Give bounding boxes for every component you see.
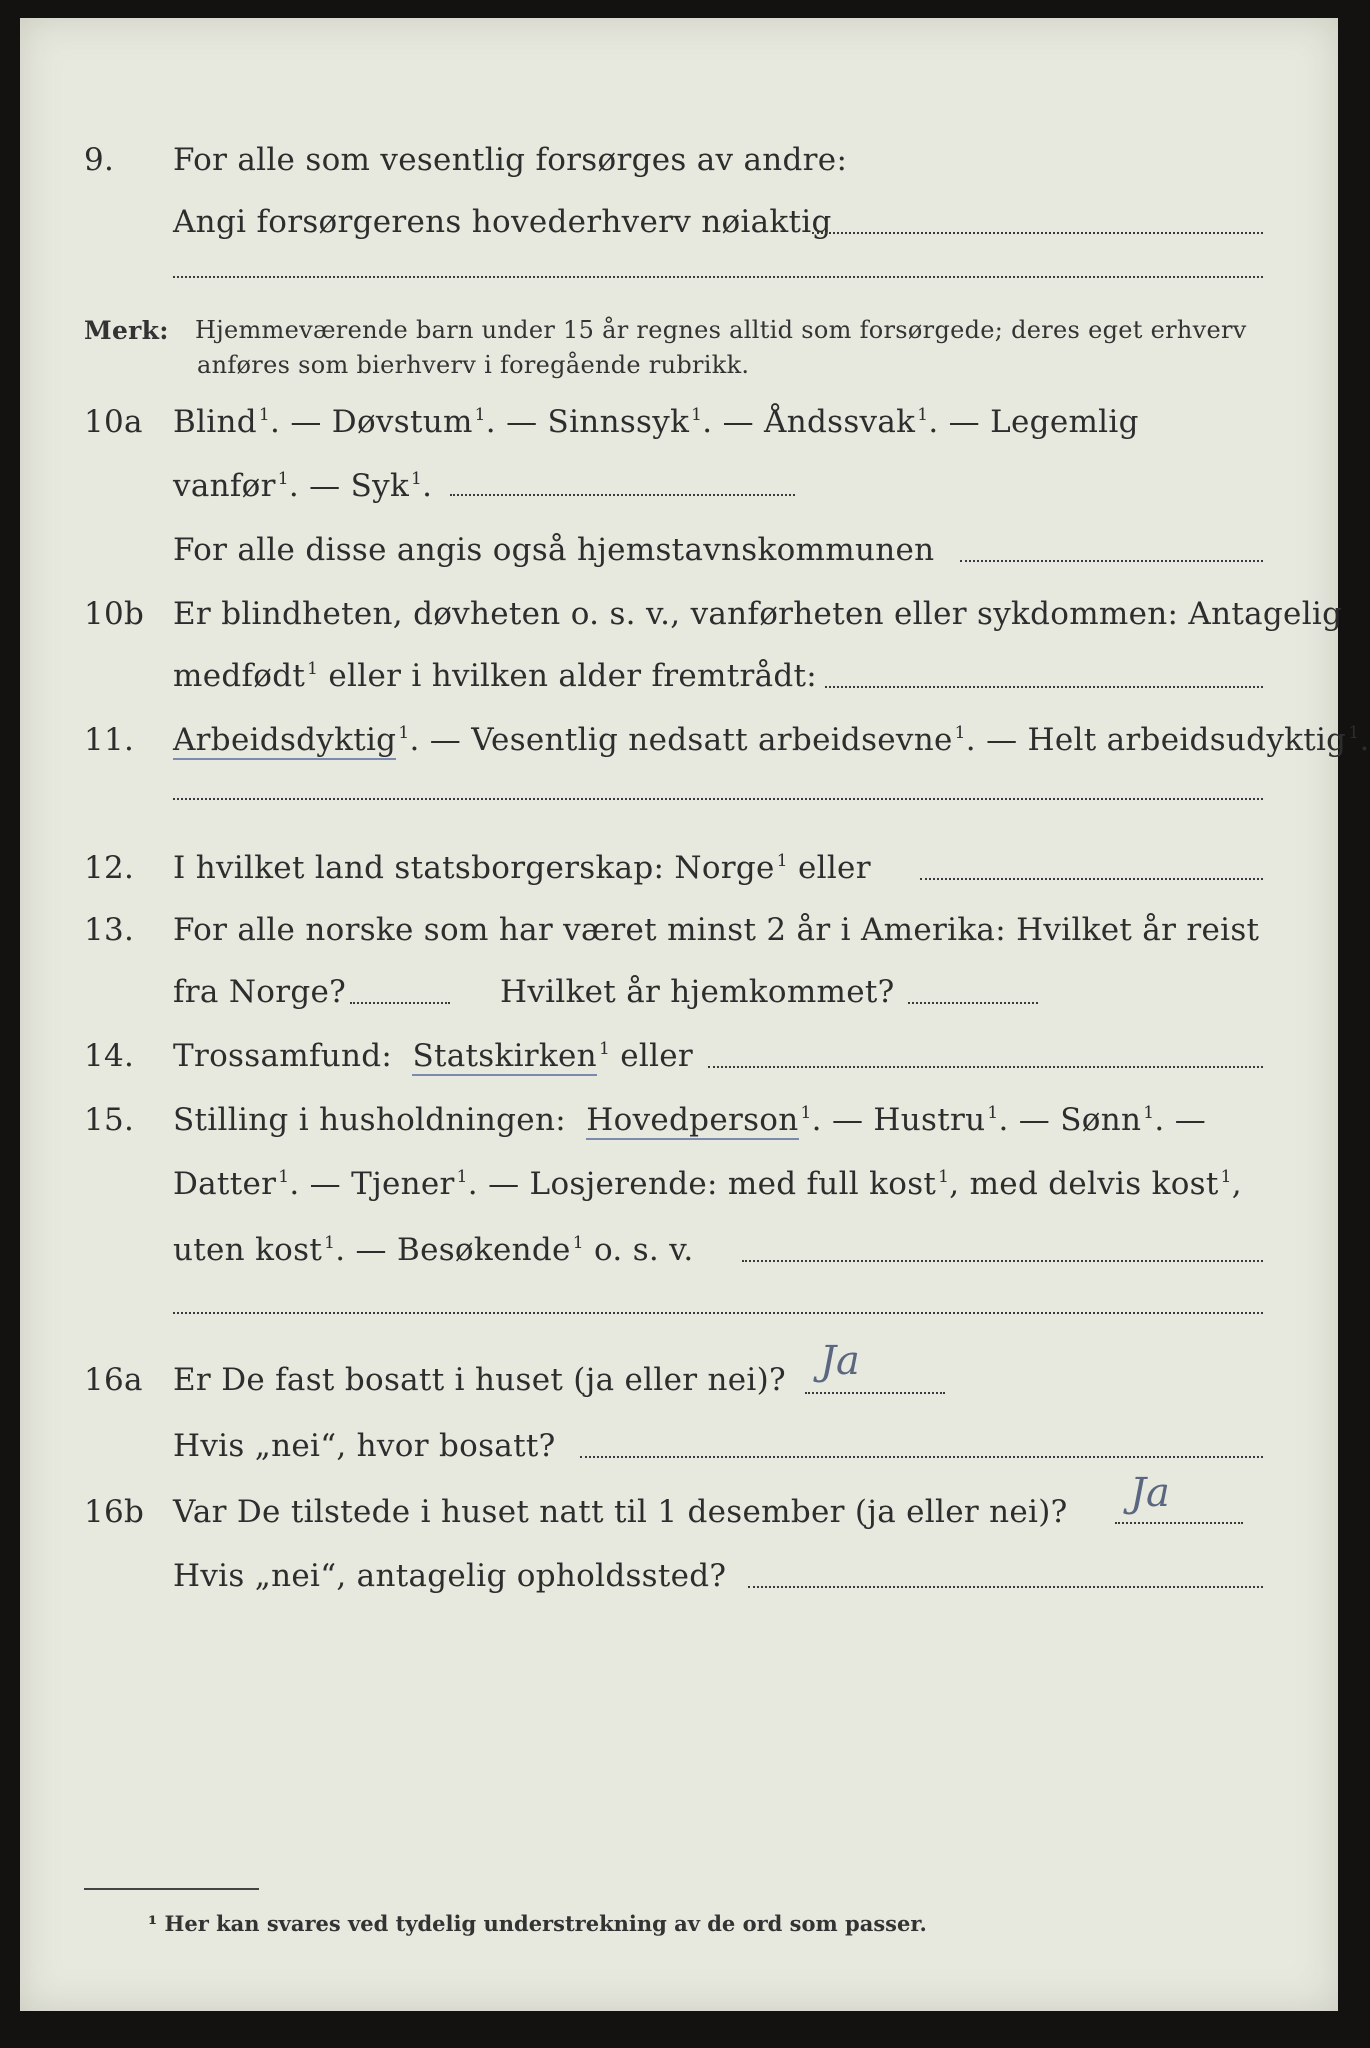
question-11 <box>20 722 1370 770</box>
question-15-line-1 <box>20 1102 1338 1150</box>
question-15-line-2 <box>20 1166 1338 1214</box>
question-9-line-2 <box>20 204 1338 252</box>
question-text: Var De tilstede i huset natt til 1 desember (ja eller nei)? <box>173 1494 1068 1530</box>
question-9-line-1 <box>20 142 1338 190</box>
question-text: Stilling i husholdningen: Hovedperson $^1$. — Hustru $^1$. — Sønn $^1$. — <box>173 1102 1207 1138</box>
answer-line[interactable] <box>812 232 1263 234</box>
question-text: uten kost $^1$. — Besøkende $^1$ o. s. v. <box>173 1232 694 1268</box>
question-text: Angi forsørgerens hovederhverv nøiaktig <box>173 204 832 240</box>
question-text: Trossamfund: Statskirken $^1$ eller <box>173 1038 694 1074</box>
question-number: 11. <box>84 722 135 758</box>
footnote-rule <box>84 1888 259 1890</box>
handwritten-answer: Ja <box>1130 1470 1170 1516</box>
question-10b-line-2 <box>20 658 1338 706</box>
question-number: 12. <box>84 850 135 886</box>
question-number: 10b <box>84 596 145 632</box>
answer-line[interactable] <box>580 1456 1263 1458</box>
answer-line[interactable] <box>742 1260 1263 1262</box>
question-text: Arbeidsdyktig $^1$. — Vesentlig nedsatt arbeidsevne $^1$. — Helt arbeidsudyktig $^1$. <box>173 722 1370 758</box>
answer-line[interactable] <box>450 494 795 496</box>
question-16a-line-2 <box>20 1428 1338 1476</box>
handwritten-underline: Statskirken <box>412 1038 597 1074</box>
question-text: For alle norske som har været minst 2 år i Amerika: Hvilket år reist <box>173 912 1260 948</box>
handwritten-answer: Ja <box>820 1338 860 1384</box>
question-text: vanfør $^1$. — Syk $^1$. <box>173 468 433 504</box>
question-text: I hvilket land statsborgerskap: Norge $^1$ eller <box>173 850 871 886</box>
question-number: 10a <box>84 404 143 440</box>
question-text: Hvis „nei“, antagelig opholdssted? <box>173 1558 727 1594</box>
question-text: For alle disse angis også hjemstavnskommunen <box>173 532 935 568</box>
question-10b-line-1 <box>20 596 1343 644</box>
question-text: For alle som vesentlig forsørges av andre: <box>173 142 848 178</box>
question-number: 9. <box>84 142 115 178</box>
question-number: 16b <box>84 1494 145 1530</box>
question-13-line-2 <box>20 974 1338 1022</box>
question-12 <box>20 850 1338 898</box>
question-15-line-3 <box>20 1232 1338 1280</box>
question-text: Er De fast bosatt i huset (ja eller nei)? <box>173 1362 786 1398</box>
answer-line[interactable] <box>908 1002 1038 1004</box>
question-13-line-1 <box>20 912 1338 960</box>
question-text: Hvis „nei“, hvor bosatt? <box>173 1428 556 1464</box>
footnote-mark: ¹ <box>148 1911 158 1936</box>
census-form-page <box>20 18 1370 2011</box>
answer-line[interactable] <box>748 1586 1263 1588</box>
question-text: fra Norge? <box>173 974 347 1010</box>
answer-line[interactable] <box>920 878 1263 880</box>
answer-line[interactable] <box>350 1002 450 1004</box>
answer-line[interactable] <box>825 686 1263 688</box>
question-14 <box>20 1038 1338 1086</box>
question-10a-line-3 <box>20 532 1338 580</box>
note-block <box>20 316 1338 386</box>
handwritten-underline: Hovedperson <box>586 1102 799 1138</box>
answer-line[interactable] <box>708 1066 1263 1068</box>
question-text: Datter $^1$. — Tjener $^1$. — Losjerende: med full kost $^1$, med delvis kost $^1$, <box>173 1166 1242 1202</box>
answer-line[interactable] <box>173 798 1263 800</box>
question-16b-line-2 <box>20 1558 1338 1606</box>
answer-line[interactable] <box>173 1312 1263 1314</box>
answer-line[interactable] <box>960 560 1263 562</box>
question-text: Er blindheten, døvheten o. s. v., vanførheten eller sykdommen: Antagelig <box>173 596 1343 632</box>
note-line-2: anføres som bierhverv i foregående rubrikk. <box>197 351 750 379</box>
question-number: 16a <box>84 1362 143 1398</box>
question-text: Hvilket år hjemkommet? <box>500 974 895 1010</box>
question-10a-line-1 <box>20 404 1338 452</box>
footnote-text: Her kan svares ved tydelig understrekning av de ord som passer. <box>164 1911 927 1936</box>
handwritten-underline: Arbeidsdyktig <box>173 722 397 758</box>
footnote <box>148 1911 927 1936</box>
note-line-1: Hjemmeværende barn under 15 år regnes alltid som forsørgede; deres eget erhverv <box>195 316 1247 344</box>
note-label: Merk: <box>84 316 169 345</box>
question-number: 14. <box>84 1038 135 1074</box>
answer-line[interactable] <box>173 276 1263 278</box>
question-16a-line-1 <box>20 1362 1338 1410</box>
question-number: 13. <box>84 912 135 948</box>
answer-line[interactable] <box>1115 1522 1243 1524</box>
answer-line[interactable] <box>805 1392 945 1394</box>
question-10a-line-2 <box>20 468 1338 516</box>
question-number: 15. <box>84 1102 135 1138</box>
question-text: Blind $^1$. — Døvstum $^1$. — Sinnssyk $^1$. — Åndssvak $^1$. — Legemlig <box>173 404 1139 440</box>
question-text: medfødt $^1$ eller i hvilken alder fremtrådt: <box>173 658 818 694</box>
